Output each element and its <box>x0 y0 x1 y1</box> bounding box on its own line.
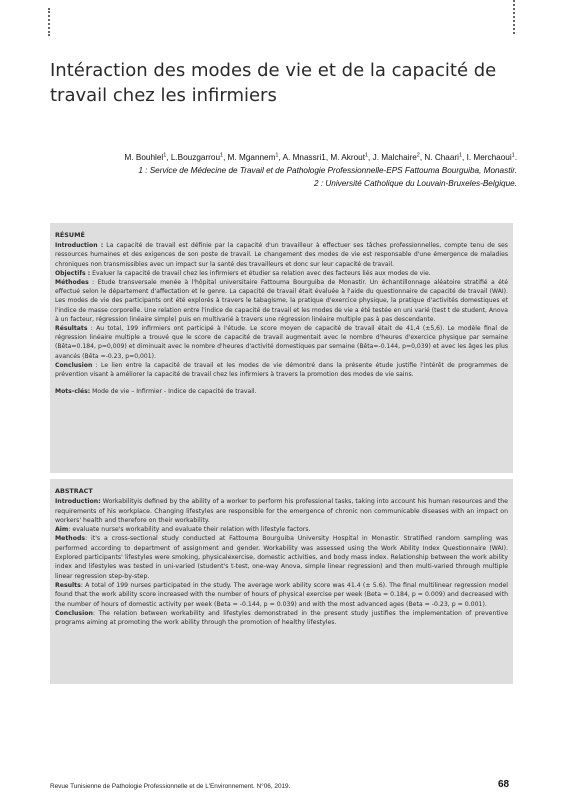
keywords-text: Mode de vie – Infirmier - Indice de capacité de travail. <box>90 388 257 396</box>
author-name: I. Merchaoui <box>466 153 512 162</box>
section-text: La capacité de travail est définie par la capacité d'un travailleur à effectuer ses tâches professionnelles, compte tenu de ses ressources humaines et des exigences de son poste de travail. Le changement des modes de vie est responsable d'une émergence de maladies chroniques non transmissibles avec un impact sur la santé des travailleurs et donc sur leur capacité de travail. <box>55 242 508 268</box>
author-list: M. Bouhlel$^1$, L.Bouzgarrou$^1$, M. Mgannem$^1$, A. Mnassri1, M. Akrout$^1$, J. Malchaire$^2$, N. Chaari$^1$, I. Merchaoui$^1$. <box>124 152 517 162</box>
abstract-methods <box>55 534 508 580</box>
resume-objectifs <box>55 269 508 278</box>
abstract-aim <box>55 525 508 534</box>
section-label: Results <box>55 581 81 589</box>
page-number: 68 <box>498 779 510 790</box>
resume-heading: RÉSUMÉ <box>55 231 85 239</box>
section-text: : Au total, 199 infirmiers ont participé à l'étude. Le score moyen de capacité de travail était de 41,4 (±5,6). Le modèle final de régression linéaire multiple a trouvé que le score de capacité de travail augmentait avec le nombre d'heures d'exercice physique par semaine (Bêta=0.184, p=0,009) et diminuait avec le nombre d'heures d'activité domestiques par semaine (Bêta=-0.144, p=0,039) et avec les âges les plus avancés (Bêta =-0.23, p=0,001). <box>55 325 508 360</box>
section-label: Objectifs : <box>55 269 91 277</box>
journal-footer: Revue Tunisienne de Pathologie Professionnelle et de L'Environnement. N°06, 2019. <box>50 783 291 790</box>
section-label: Conclusion <box>55 609 93 617</box>
resume-methodes <box>55 278 508 324</box>
affiliation-marker: 1 <box>275 152 279 159</box>
resume-introduction <box>55 241 508 269</box>
section-label: Introduction : <box>55 242 104 250</box>
section-label: Aim <box>55 526 69 534</box>
affiliation-1: 1 : Service de Médecine de Travail et de Pathologie Professionnelle-EPS Fattouma Bourguiba, Monastir. <box>138 166 517 175</box>
author-name: N. Chaari <box>424 153 459 162</box>
resume-resultats <box>55 324 508 361</box>
author-block <box>40 151 517 190</box>
author-name: M. Akrout <box>330 153 365 162</box>
affiliation-marker: 1 <box>511 152 515 159</box>
author-name: A. Mnassri1 <box>282 153 326 162</box>
section-label: Méthodes <box>55 279 89 287</box>
margin-decoration-left <box>48 8 50 36</box>
affiliation-marker: 2 <box>416 152 420 159</box>
section-text: : A total of 199 nurses participated in the study. The average work ability score was 41.4 (± 5.6). The final multilinear regression model found that the work ability score increased with the number of hours of physical exercise per week (Beta = 0.184, p = 0.009) and decreased with the number of hours of domestic activity per week (Beta = -0.144, p = 0.039) and with the most advanced ages (Beta = -0.23, p = 0.001). <box>55 581 508 608</box>
author-name: J. Malchaire <box>372 153 417 162</box>
abstract-box <box>50 479 513 684</box>
affiliation-marker: 1 <box>163 152 167 159</box>
keywords-label: Mots-clés: <box>55 388 91 396</box>
resume-conclusion <box>55 361 508 379</box>
section-label: Résultats <box>55 325 88 333</box>
section-text: : Le lien entre la capacité de travail et les modes de vie démontré dans la présente étude justifie l'intérêt de programmes de prévention visant à améliorer la capacité de travail chez les infirmiers à travers la promotion des modes de vie sains. <box>55 361 508 379</box>
resume-keywords <box>55 387 508 396</box>
section-text: Evaluer la capacité de travail chez les infirmiers et étudier sa relation avec des facteurs liés aux modes de vie. <box>90 269 431 277</box>
margin-decoration-right <box>513 0 515 34</box>
author-name: M. Mgannem <box>227 153 276 162</box>
resume-box <box>50 223 513 473</box>
section-label: Methods <box>55 535 86 543</box>
abstract-heading: ABSTRACT <box>55 487 93 495</box>
affiliation-marker: 1 <box>458 152 463 159</box>
section-text: : it's a cross-sectional study conducted at Fattouma Bourguiba University Hospital in Monastir. Stratified random sampling was performed according to department of assignment and gender. Workability was assessed using the Work Ability Index Questionnaire (WAI). Explored participants' lifestyles were smoking, physicalexercise, domestic activities, and body mass index. Relationship between the work ability index and lifestyles was tested in uni-varied (student's t-test, one-way Anova, simple linear regression) and then multi-varied through multiple linear regression step-by-step. <box>55 535 508 580</box>
section-label: Introduction: <box>55 498 101 506</box>
affiliation-marker: 1 <box>220 152 224 159</box>
abstract-introduction <box>55 497 508 525</box>
section-text: Workabilityis defined by the ability of a worker to perform his professional tasks, taking into account his human resources and the requirements of his workplace. Changing lifestyles are responsible for the emergence of chronic non communicable diseases with an impact on workers' health and therefore on their workability. <box>55 498 508 524</box>
section-label: Conclusion <box>55 361 93 369</box>
section-text: : evaluate nurse's workability and evaluate their relation with lifestyle factors. <box>68 526 311 534</box>
abstract-results <box>55 581 508 609</box>
section-text: : The relation between workability and lifestyles demonstrated in the present study justifies the implementation of preventive programs aiming at promoting the work ability through the promotion of healthy lifestyles. <box>55 609 508 627</box>
article-title: Intéraction des modes de vie et de la capacité de travail chez les infirmiers <box>50 60 497 106</box>
abstract-conclusion <box>55 609 508 628</box>
author-name: L.Bouzgarrou <box>170 153 221 162</box>
section-text: : Etude transversale menée à l'hôpital universitaire Fattouma Bourguiba de Monastir. Un échantillonnage aléatoire stratifié a été effectué selon le département d'affectation et le genre. La capacité de travail était évaluée à l'aide du questionnaire de capacité de travail (WAI). Les modes de vie des participants ont été explorés à travers le tabagisme, la pratique d'exercice physique, la pratique d'activités domestiques et l'indice de masse corporelle. Une relation entre l'indice de capacité de travail et les modes de vie a été testée en uni varié (test t de student, Anova à un facteur, régression linéaire simple) puis en multivarié à travers une régression linéaire multiple pas à pas descendante. <box>55 279 508 323</box>
affiliation-marker: 1 <box>364 152 369 159</box>
author-name: M. Bouhlel <box>124 153 164 162</box>
affiliation-2: 2 : Université Catholique du Louvain-Bruxeles-Belgique. <box>314 179 517 188</box>
